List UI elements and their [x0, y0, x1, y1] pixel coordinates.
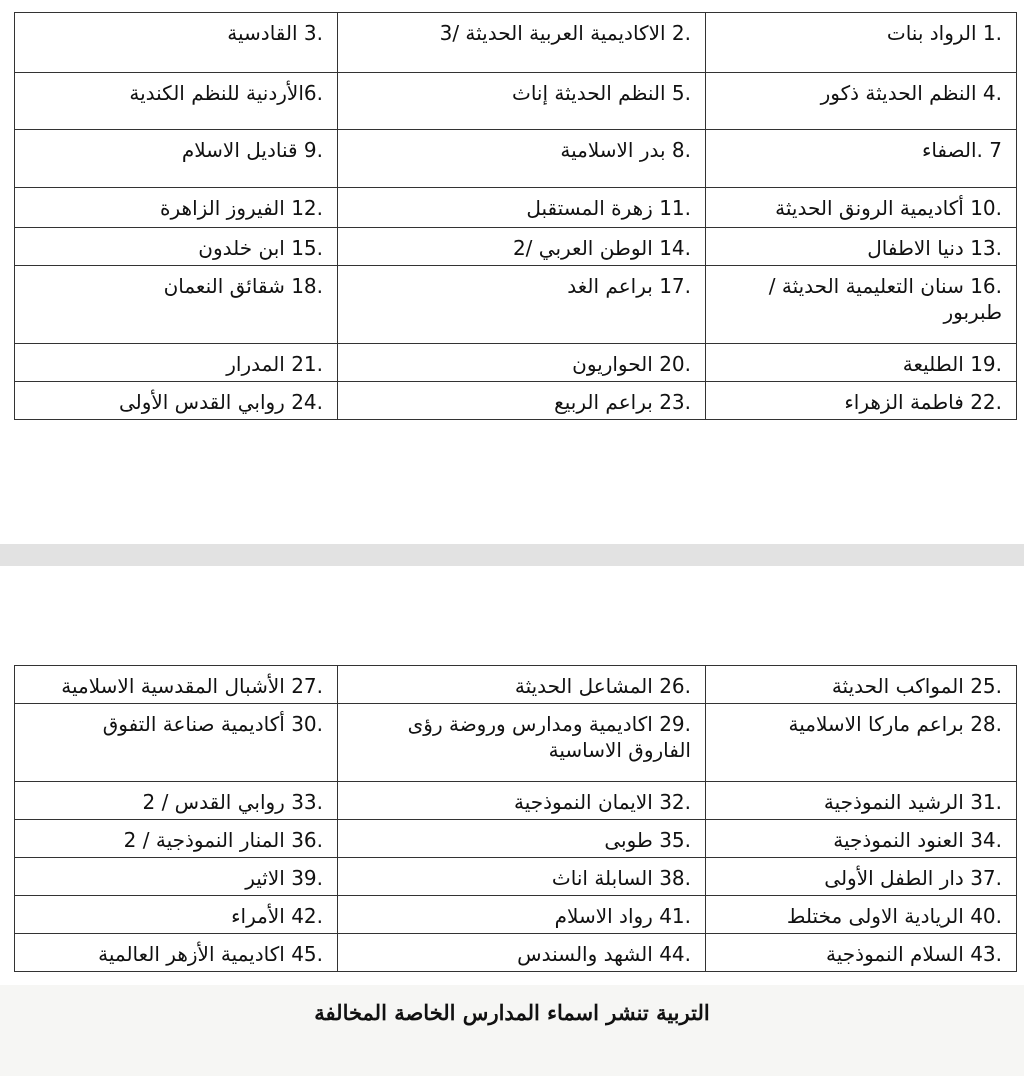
table-cell: .24 روابي القدس الأولى [15, 382, 338, 420]
table-cell: .38 السابلة اناث [338, 858, 706, 896]
table-cell: .11 زهرة المستقبل [338, 188, 706, 228]
table-cell: .2 الاكاديمية العربية الحديثة /3 [338, 13, 706, 73]
table-cell: .4 النظم الحديثة ذكور [706, 73, 1017, 130]
table-cell: .35 طوبى [338, 820, 706, 858]
table-cell: .17 براعم الغد [338, 266, 706, 344]
table-cell: .40 الريادية الاولى مختلط [706, 896, 1017, 934]
schools-table-top [14, 12, 1017, 420]
table-row [15, 228, 1017, 266]
table-cell: .9 قناديل الاسلام [15, 130, 338, 188]
table-row [15, 73, 1017, 130]
table-row [15, 344, 1017, 382]
table-row [15, 13, 1017, 73]
table-cell: .21 المدرار [15, 344, 338, 382]
table-cell: .1 الرواد بنات [706, 13, 1017, 73]
table-cell: .44 الشهد والسندس [338, 934, 706, 972]
table-cell: .37 دار الطفل الأولى [706, 858, 1017, 896]
table-cell: .15 ابن خلدون [15, 228, 338, 266]
table-cell: .28 براعم ماركا الاسلامية [706, 704, 1017, 782]
table-cell: .23 براعم الربيع [338, 382, 706, 420]
table-cell: .32 الايمان النموذجية [338, 782, 706, 820]
table-cell: 7 .الصفاء [706, 130, 1017, 188]
table-row [15, 188, 1017, 228]
table-cell: .3 القادسية [15, 13, 338, 73]
footer-band [0, 985, 1024, 1076]
table-row [15, 858, 1017, 896]
table-row [15, 666, 1017, 704]
table-cell: .26 المشاعل الحديثة [338, 666, 706, 704]
table-cell: .13 دنيا الاطفال [706, 228, 1017, 266]
table-cell: .42 الأمراء [15, 896, 338, 934]
table-cell: .43 السلام النموذجية [706, 934, 1017, 972]
divider-band [0, 544, 1024, 566]
table-row [15, 820, 1017, 858]
table-cell: .22 فاطمة الزهراء [706, 382, 1017, 420]
footer-title: التربية تنشر اسماء المدارس الخاصة المخالفة [314, 1000, 710, 1025]
schools-table-bottom [14, 665, 1017, 972]
table-cell: .41 رواد الاسلام [338, 896, 706, 934]
table-cell: .29 اكاديمية ومدارس وروضة رؤى الفاروق الاساسية [338, 704, 706, 782]
table-cell: .31 الرشيد النموذجية [706, 782, 1017, 820]
table-cell: .12 الفيروز الزاهرة [15, 188, 338, 228]
table-row [15, 704, 1017, 782]
table-row [15, 934, 1017, 972]
table-row [15, 382, 1017, 420]
table-cell: .20 الحواريون [338, 344, 706, 382]
table-cell: .36 المنار النموذجية / 2 [15, 820, 338, 858]
table-row [15, 782, 1017, 820]
table-cell: .14 الوطن العربي /2 [338, 228, 706, 266]
table-cell: .34 العنود النموذجية [706, 820, 1017, 858]
table-row [15, 266, 1017, 344]
table-cell: .8 بدر الاسلامية [338, 130, 706, 188]
table-cell: .45 اكاديمية الأزهر العالمية [15, 934, 338, 972]
table-row [15, 130, 1017, 188]
table-cell: .25 المواكب الحديثة [706, 666, 1017, 704]
table-cell: .39 الاثير [15, 858, 338, 896]
table-cell: .5 النظم الحديثة إناث [338, 73, 706, 130]
table-cell: .10 أكاديمية الرونق الحديثة [706, 188, 1017, 228]
table-cell: .30 أكاديمية صناعة التفوق [15, 704, 338, 782]
table-row [15, 896, 1017, 934]
table-cell: .18 شقائق النعمان [15, 266, 338, 344]
table-cell: .6الأردنية للنظم الكندية [15, 73, 338, 130]
table-cell: .33 روابي القدس / 2 [15, 782, 338, 820]
table-cell: .27 الأشبال المقدسية الاسلامية [15, 666, 338, 704]
table-cell: .19 الطليعة [706, 344, 1017, 382]
table-cell: .16 سنان التعليمية الحديثة / طبربور [706, 266, 1017, 344]
